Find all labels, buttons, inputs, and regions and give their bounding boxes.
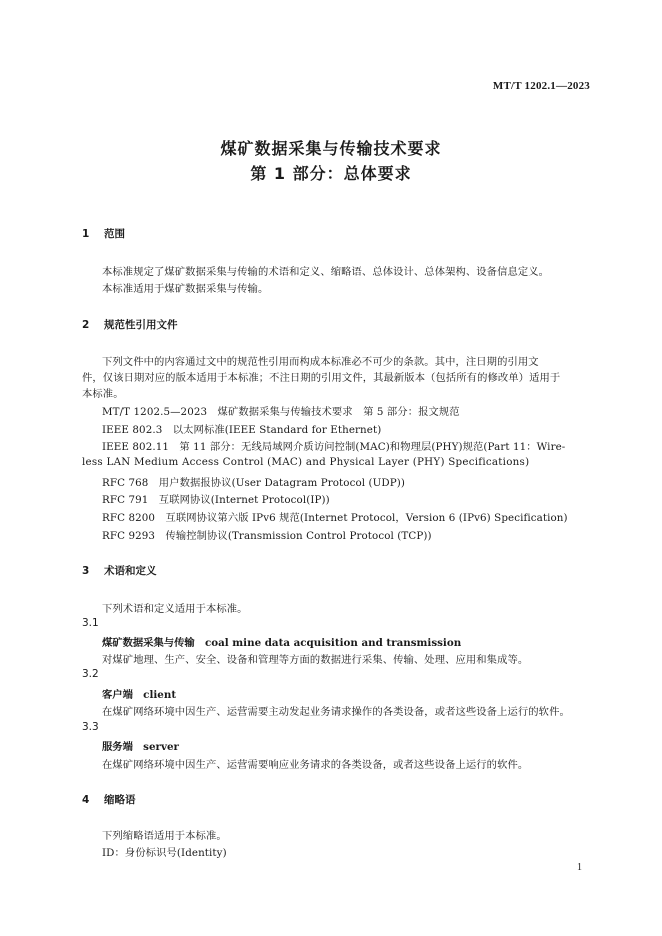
reference-item: RFC 9293 传输控制协议(Transmission Control Protocol (TCP))	[102, 530, 432, 542]
section-1-paragraph: 本标准规定了煤矿数据采集与传输的术语和定义、缩略语、总体设计、总体架构、设备信息定义。	[102, 266, 550, 278]
reference-item: IEEE 802.11 第 11 部分：无线局域网介质访问控制(MAC)和物理层(PHY)规范(Part 11：Wire-	[102, 441, 566, 453]
term-title: 煤矿数据采集与传输 coal mine data acquisition and transmission	[102, 637, 462, 649]
term-title: 服务端 server	[102, 741, 179, 753]
section-title: 缩略语	[104, 794, 136, 806]
term-number: 3.1	[82, 617, 99, 629]
reference-item: IEEE 802.3 以太网标准(IEEE Standard for Ethernet)	[102, 424, 382, 436]
section-number: 4	[82, 794, 90, 806]
section-title: 范围	[104, 228, 125, 240]
reference-item: MT/T 1202.5—2023 煤矿数据采集与传输技术要求 第 5 部分：报文规范	[102, 406, 460, 418]
term-definition: 在煤矿网络环境中因生产、运营需要主动发起业务请求操作的各类设备，或者这些设备上运行的软件。	[102, 706, 570, 718]
reference-item: RFC 8200 互联网协议第六版 IPv6 规范(Internet Protocol，Version 6 (IPv6) Specification)	[102, 512, 568, 524]
section-1-paragraph: 本标准适用于煤矿数据采集与传输。	[102, 283, 269, 295]
section-2-intro-line: 件，仅该日期对应的版本适用于本标准；不注日期的引用文件，其最新版本（包括所有的修改单）适用于	[82, 372, 561, 384]
section-number: 1	[82, 228, 90, 240]
section-4-intro: 下列缩略语适用于本标准。	[102, 830, 227, 842]
page-number: 1	[577, 862, 582, 873]
document-subtitle: 第 1 部分：总体要求	[250, 164, 412, 183]
section-3-intro: 下列术语和定义适用于本标准。	[102, 603, 248, 615]
reference-item: RFC 768 用户数据报协议(User Datagram Protocol (UDP))	[102, 477, 406, 489]
term-definition: 对煤矿地理、生产、安全、设备和管理等方面的数据进行采集、传输、处理、应用和集成等。	[102, 654, 529, 666]
section-title: 规范性引用文件	[104, 319, 178, 331]
section-4-heading	[82, 792, 136, 807]
section-title: 术语和定义	[104, 565, 157, 577]
term-number: 3.2	[82, 668, 99, 680]
term-definition: 在煤矿网络环境中因生产、运营需要响应业务请求的各类设备，或者这些设备上运行的软件。	[102, 759, 529, 771]
reference-item-continued: less LAN Medium Access Control (MAC) and Physical Layer (PHY) Specifications)	[82, 456, 530, 468]
section-2-intro-line: 下列文件中的内容通过文中的规范性引用而构成本标准必不可少的条款。其中，注日期的引用文	[102, 356, 539, 368]
term-title: 客户端 client	[102, 689, 177, 701]
document-title: 煤矿数据采集与传输技术要求	[220, 139, 442, 158]
section-number: 3	[82, 565, 90, 577]
section-3-heading	[82, 563, 157, 578]
section-2-heading	[82, 317, 178, 332]
abbreviation-item: ID：身份标识号(Identity)	[102, 847, 227, 859]
section-1-heading	[82, 226, 125, 241]
term-number: 3.3	[82, 721, 99, 733]
section-number: 2	[82, 319, 90, 331]
reference-item: RFC 791 互联网协议(Internet Protocol(IP))	[102, 494, 330, 506]
document-code: MT/T 1202.1—2023	[492, 80, 590, 92]
section-2-intro-line: 本标准。	[82, 388, 124, 400]
